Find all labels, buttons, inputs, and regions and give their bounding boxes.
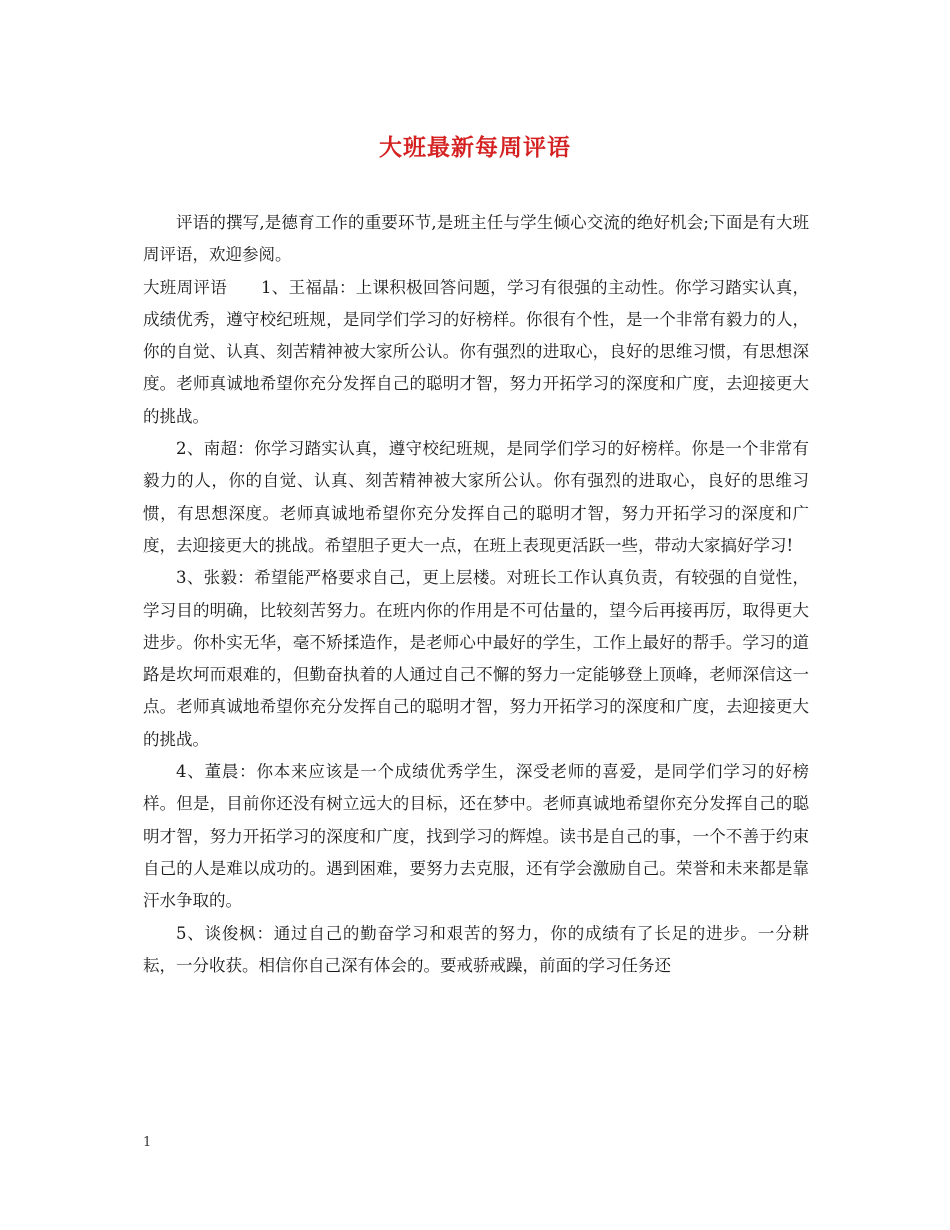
page-number: 1 — [143, 1135, 152, 1150]
intro-paragraph: 评语的撰写,是德育工作的重要环节,是班主任与学生倾心交流的绝好机会;下面是有大班周评语，欢迎参阅。 — [143, 213, 809, 265]
document-title: 大班最新每周评语 — [379, 134, 571, 161]
comment-paragraph-1 — [143, 272, 809, 433]
comment-text-1: 1、王福晶：上课积极回答问题，学习有很强的主动性。你学习踏实认真，成绩优秀，遵守校纪班规，是同学们学习的好榜样。你很有个性，是一个非常有毅力的人，你的自觉、认真、刻苦精神被大家所公认。你有强烈的进取心，良好的思维习惯，有思想深度。老师真诚地希望你充分发挥自己的聪明才智，努力开拓学习的深度和广度，去迎接更大的挑战。 — [143, 277, 810, 426]
section-label: 大班周评语 — [143, 277, 227, 297]
comment-paragraph-3: 3、张毅：希望能严格要求自己，更上层楼。对班长工作认真负责，有较强的自觉性，学习目的明确，比较刻苦努力。在班内你的作用是不可估量的，望今后再接再厉，取得更大进步。你朴实无华，毫不矫揉造作，是老师心中最好的学生，工作上最好的帮手。学习的道路是坎坷而艰难的，但勤奋执着的人通过自己不懈的努力一定能够登上顶峰，老师深信这一点。老师真诚地希望你充分发挥自己的聪明才智，努力开拓学习的深度和广度，去迎接更大的挑战。 — [143, 568, 809, 749]
comment-paragraph-5: 5、谈俊枫：通过自己的勤奋学习和艰苦的努力，你的成绩有了长足的进步。一分耕耘，一分收获。相信你自己深有体会的。要戒骄戒躁，前面的学习任务还 — [143, 923, 809, 975]
document-body — [143, 207, 809, 982]
comment-paragraph-4: 4、董晨：你本来应该是一个成绩优秀学生，深受老师的喜爱，是同学们学习的好榜样。但是，目前你还没有树立远大的目标，还在梦中。老师真诚地希望你充分发挥自己的聪明才智，努力开拓学习的深度和广度，找到学习的辉煌。读书是自己的事，一个不善于约束自己的人是难以成功的。遇到困难，要努力去克服，还有学会激励自己。荣誉和未来都是靠汗水争取的。 — [143, 762, 809, 911]
comment-paragraph-2: 2、南超：你学习踏实认真，遵守校纪班规，是同学们学习的好榜样。你是一个非常有毅力的人，你的自觉、认真、刻苦精神被大家所公认。你有强烈的进取心，良好的思维习惯，有思想深度。老师真诚地希望你充分发挥自己的聪明才智，努力开拓学习的深度和广度，去迎接更大的挑战。希望胆子更大一点，在班上表现更活跃一些，带动大家搞好学习! — [143, 439, 809, 555]
